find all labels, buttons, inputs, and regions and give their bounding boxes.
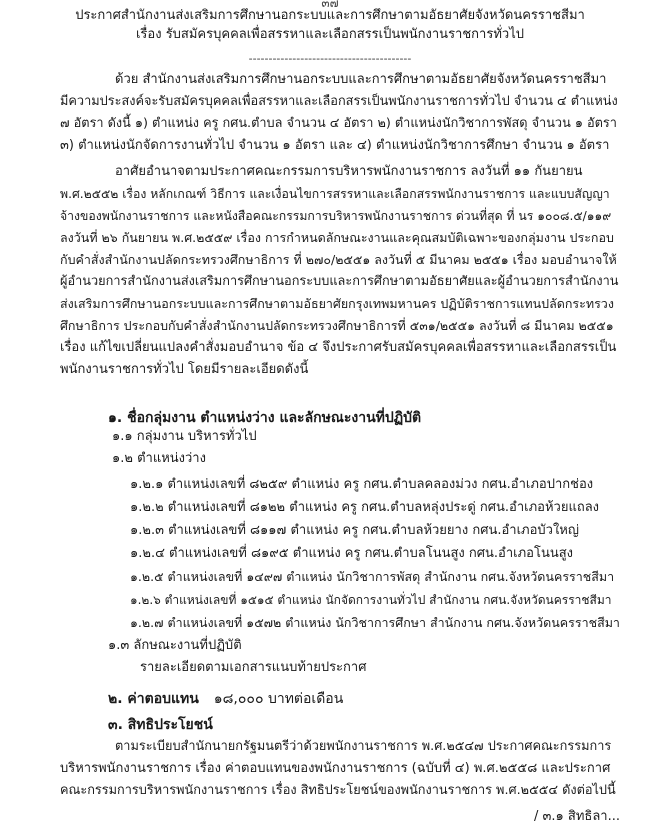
- authority-paragraph: [60, 161, 620, 381]
- section-1-heading: ๑. ชื่อกลุ่มงาน ตำแหน่งว่าง และลักษณะงานที่ปฏิบัติ: [108, 410, 422, 426]
- header-divider: -----------------------------------------: [248, 52, 412, 65]
- announcement-subject: เรื่อง รับสมัครบุคคลเพื่อสรรหาและเลือกสรรเป็นพนักงานราชการทั่วไป: [135, 27, 524, 42]
- intro-paragraph: [60, 69, 620, 157]
- salary-value: ๑๘,๐๐๐ บาทต่อเดือน: [213, 691, 344, 707]
- paragraph-line: ลงวันที่ ๒๖ กันยายน พ.ศ.๒๕๕๙ เรื่อง การกำหนดลักษณะงานและคุณสมบัติเฉพาะของกลุ่มงาน ประกอบ: [60, 230, 614, 245]
- paragraph-line: มีความประสงค์จะรับสมัครบุคคลเพื่อสรรหาและเลือกสรรเป็นพนักงานราชการทั่วไป จำนวน ๔ ตำแหน่ง: [60, 94, 618, 109]
- position-item: ๑.๒.๑ ตำแหน่งเลขที่ ๘๒๕๙ ตำแหน่ง ครู กศน.ตำบลคลองม่วง กศน.อำเภอปากช่อง: [130, 477, 594, 492]
- position-item: ๑.๒.๕ ตำแหน่งเลขที่ ๑๔๙๗ ตำแหน่ง นักวิชาการพัสดุ สำนักงาน กศน.จังหวัดนครราชสีมา: [130, 569, 615, 584]
- section-1-3: ๑.๓ ลักษณะงานที่ปฏิบัติ: [108, 638, 242, 653]
- benefits-paragraph: [60, 736, 620, 802]
- paragraph-line: พนักงานราชการทั่วไป โดยมีรายละเอียดดังนี้: [60, 362, 309, 377]
- paragraph-line: คณะกรรมการบริหารพนักงานราชการ เรื่อง สิทธิประโยชน์ของพนักงานราชการ พ.ศ.๒๕๕๔ ดังต่อไปนี้: [60, 783, 616, 798]
- paragraph-line: พ.ศ.๒๕๕๒ เรื่อง หลักเกณฑ์ วิธีการ และเงื่อนไขการสรรหาและเลือกสรรพนักงานราชการ และแบบสัญญา: [60, 187, 610, 201]
- paragraph-line: ศึกษาธิการ ประกอบกับคำสั่งสำนักงานปลัดกระทรวงศึกษาธิการที่ ๕๓๑/๒๕๕๑ ลงวันที่ ๘ มีนาคม ๒๕๕๑: [60, 318, 614, 333]
- announcement-header: [0, 6, 660, 44]
- paragraph-line: บริหารพนักงานราชการ เรื่อง ค่าตอบแทนของพนักงานราชการ (ฉบับที่ ๔) พ.ศ.๒๕๕๘ และประกาศ: [60, 761, 611, 776]
- paragraph-line: เรื่อง แก้ไขเปลี่ยนแปลงคำสั่งมอบอำนาจ ข้อ ๔ จึงประกาศรับสมัครบุคคลเพื่อสรรหาและเลือกสรรเป็น: [60, 340, 617, 355]
- section-1-1: ๑.๑ กลุ่มงาน บริหารทั่วไป: [112, 429, 257, 444]
- paragraph-line: ตามระเบียบสำนักนายกรัฐมนตรีว่าด้วยพนักงานราชการ พ.ศ.๒๕๔๗ ประกาศคณะกรรมการ: [115, 739, 612, 754]
- section-3-heading: ๓. สิทธิประโยชน์: [108, 717, 213, 733]
- position-item: ๑.๒.๖ ตำแหน่งเลขที่ ๑๕๑๕ ตำแหน่ง นักจัดการงานทั่วไป สำนักงาน กศน.จังหวัดนครราชสีมา: [130, 593, 612, 607]
- position-item: ๑.๒.๓ ตำแหน่งเลขที่ ๘๑๑๗ ตำแหน่ง ครู กศน.ตำบลห้วยยาง กศน.อำเภอบัวใหญ่: [130, 523, 579, 538]
- paragraph-line: กับคำสั่งสำนักงานปลัดกระทรวงศึกษาธิการ ที่ ๒๗๐/๒๕๕๑ ลงวันที่ ๕ มีนาคม ๒๕๕๑ เรื่อง มอบอำนาจให้: [60, 252, 617, 267]
- position-item: ๑.๒.๗ ตำแหน่งเลขที่ ๑๕๗๒ ตำแหน่ง นักวิชาการศึกษา สำนักงาน กศน.จังหวัดนครราชสีมา: [130, 615, 620, 630]
- paragraph-line: ผู้อำนวยการสำนักงานส่งเสริมการศึกษานอกระบบและการศึกษาตามอัธยาศัยและผู้อำนวยการสำนักงาน: [60, 274, 619, 289]
- position-item: ๑.๒.๒ ตำแหน่งเลขที่ ๘๑๒๒ ตำแหน่ง ครู กศน.ตำบลหลุ่งประดู่ กศน.อำเภอห้วยแถลง: [130, 500, 600, 515]
- section-2-title: ๒. ค่าตอบแทน: [108, 691, 199, 707]
- paragraph-line: จ้างของพนักงานราชการ และหนังสือคณะกรรมการบริหารพนักงานราชการ ด่วนที่สุด ที่ นร ๑๐๐๘.๕/๑๑๙: [60, 209, 612, 223]
- paragraph-line: ส่งเสริมการศึกษานอกระบบและการศึกษาตามอัธยาศัยกรุงเทพมหานคร ปฏิบัติราชการแทนปลัดกระทรวง: [60, 296, 614, 311]
- section-1-2: ๑.๒ ตำแหน่งว่าง: [112, 451, 206, 466]
- paragraph-line: อาศัยอำนาจตามประกาศคณะกรรมการบริหารพนักงานราชการ ลงวันที่ ๑๑ กันยายน: [115, 164, 583, 179]
- position-item: ๑.๒.๔ ตำแหน่งเลขที่ ๘๑๙๕ ตำแหน่ง ครู กศน.ตำบลโนนสูง กศน.อำเภอโนนสูง: [130, 546, 574, 561]
- paragraph-line: ๓) ตำแหน่งนักจัดการงานทั่วไป จำนวน ๑ อัตรา และ ๔) ตำแหน่งนักวิชาการศึกษา จำนวน ๑ อัตรา: [60, 138, 610, 153]
- announcement-title: ประกาศสำนักงานส่งเสริมการศึกษานอกระบบและการศึกษาตามอัธยาศัยจังหวัดนครราชสีมา: [75, 8, 585, 23]
- page-number-fragment: ๓๗: [321, 0, 339, 10]
- section-1-3-detail: รายละเอียดตามเอกสารแนบท้ายประกาศ: [140, 660, 367, 675]
- paragraph-line: ๗ อัตรา ดังนี้ ๑) ตำแหน่ง ครู กศน.ตำบล จำนวน ๔ อัตรา ๒) ตำแหน่งนักวิชาการพัสดุ จำนวน ๑ อัตรา: [60, 116, 617, 131]
- section-2-heading: [108, 688, 343, 710]
- continuation-note: / ๓.๑ สิทธิลา...: [533, 809, 620, 824]
- paragraph-line: ด้วย สำนักงานส่งเสริมการศึกษานอกระบบและการศึกษาตามอัธยาศัยจังหวัดนครราชสีมา: [115, 72, 607, 87]
